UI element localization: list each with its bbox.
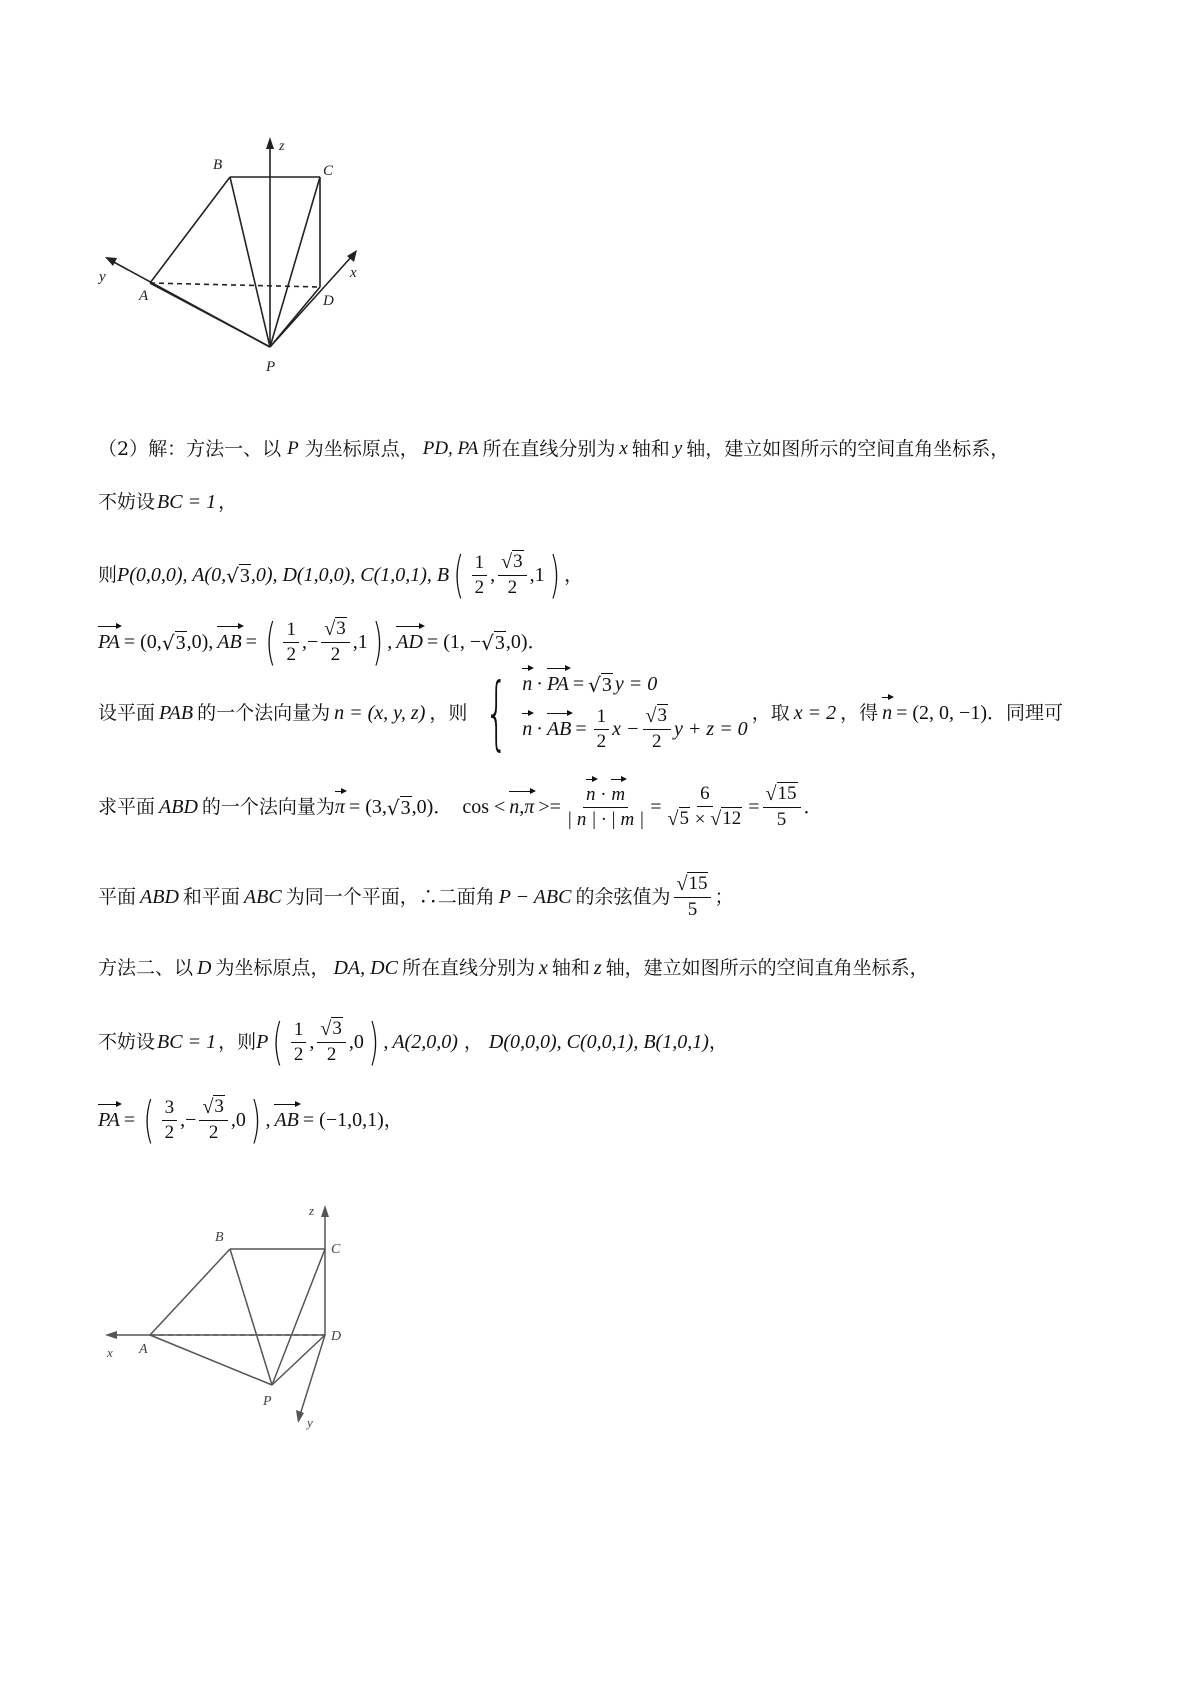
math: ,0), D(1,0,0), C(1,0,1), B: [250, 564, 450, 586]
text-line-7: 平面 ABD 和平面 ABC 为同一个平面，∴二面角 P − ABC 的余弦值为 √ 15 5 ；: [98, 873, 734, 920]
text-line-5: 设平面 PAB 的一个法向量为 n = (x, y, z) ，则 { n · PA = √ 3 y = 0 n · AB = $\frac{1}{2}$ x − √ 3 2 y + z = 0 ，取 x = 2 ，得 n = (2, 0, −1) ．同理可: [98, 666, 1063, 759]
sqrt: √ 3: [226, 563, 250, 588]
text: 为坐标原点，: [215, 957, 330, 979]
text: ，得: [840, 702, 879, 724]
math: x: [619, 438, 628, 459]
math: P(0,0,0), A(0,: [117, 564, 227, 586]
label-D: D: [323, 293, 334, 309]
math: P: [287, 438, 299, 459]
text: 平面: [98, 886, 137, 908]
label-A: A: [139, 1342, 148, 1357]
figure-coordinate-system-1: [95, 125, 395, 385]
math: n = (x, y, z): [334, 702, 426, 724]
label-C: C: [323, 163, 334, 179]
text-line-6: 求平面 ABD 的一个法向量为 π = (3, √ 3 ,0) ． cos < n,π >= $\frac{n \cdot m}{| n | \cdot | m |}$ = 6 √ 5 × √ 12 = √ 15 5 ．: [98, 783, 823, 830]
text: 设平面: [98, 702, 156, 724]
text: 为坐标原点，: [304, 438, 419, 460]
text: 轴，建立如图所示的空间直角坐标系，: [686, 438, 1010, 460]
text: 轴，建立如图所示的空间直角坐标系，: [605, 957, 929, 979]
text: 轴和: [631, 438, 670, 460]
text: 所在直线分别为: [482, 438, 616, 460]
figure-coordinate-system-2: [95, 1195, 365, 1435]
label-C: C: [331, 1242, 341, 1257]
label-P: P: [263, 1394, 272, 1409]
math: = (0,: [123, 631, 162, 653]
label-P: P: [266, 359, 276, 375]
text: 不妨设: [98, 1031, 156, 1053]
text-line-1: [98, 437, 1009, 461]
text-line-10: PA = ( $\frac{3}{2}$ , − √ 3 2 ,0 ) , AB = (−1,0,1) ，: [98, 1091, 403, 1149]
text: ，: [218, 491, 238, 513]
text: 的一个法向量为: [197, 702, 331, 724]
math: = (1, −: [426, 631, 482, 653]
axis-label-y: y: [99, 269, 106, 285]
math: ,0),: [186, 631, 214, 653]
text: 的一个法向量为: [201, 796, 335, 818]
text: 所在直线分别为: [401, 957, 535, 979]
text: ，则: [218, 1031, 257, 1053]
vector-AB: AB: [217, 631, 242, 653]
vector-PA: PA: [98, 631, 120, 653]
equation-system: { n · PA = √ 3 y = 0 n · AB = $\frac{1}{2}$ x − √ 3 2 y + z = 0: [485, 666, 748, 759]
text-line-9: 不妨设 BC = 1 ，则 P ( $\frac{1}{2}$ , √ 3 2 ,0 ) , A(2,0,0) ， D(0,0,0), C(0,0,1), B(1,0,1) ，: [98, 1013, 728, 1071]
text: ，取: [751, 702, 790, 724]
axis-label-z: z: [309, 1203, 315, 1218]
label-B: B: [215, 1230, 224, 1245]
text: 则: [98, 564, 118, 586]
axis-label-x: x: [107, 1345, 113, 1360]
axis-label-x: x: [350, 265, 357, 281]
text: ，则: [429, 702, 468, 724]
paren-group: ( $\frac{1}{2}$ , √ 3 2 ,1 ): [453, 546, 560, 604]
text-line-4: PA = (0, √ 3 ,0), AB = ( $\frac{1}{2}$ , − √ 3 2 ,1 ) , AD = (1, − √ 3 ,0) ．: [98, 613, 547, 671]
label-D: D: [331, 1329, 342, 1344]
math: PD, PA: [422, 438, 479, 459]
label-B: B: [213, 157, 223, 173]
math: PAB: [159, 702, 194, 724]
math: y: [673, 438, 683, 459]
text: ．同理可: [986, 702, 1063, 724]
axis-label-z: z: [279, 139, 285, 154]
vector-AD: AD: [396, 631, 423, 653]
text: ，: [564, 564, 584, 586]
text-line-2: [98, 490, 237, 514]
label-A: A: [139, 288, 149, 304]
text-line-3: [98, 545, 583, 605]
text: 轴和: [551, 957, 590, 979]
axis-label-y: y: [307, 1415, 313, 1430]
text: 的余弦值为: [575, 886, 671, 908]
text: 求平面: [98, 796, 156, 818]
math: BC = 1: [157, 491, 217, 513]
text: 和平面: [182, 886, 240, 908]
text: 方法二、以: [98, 957, 194, 979]
text: 不妨设: [98, 491, 156, 513]
text: （2）解：方法一、以: [98, 438, 282, 460]
math: ,0): [505, 631, 528, 653]
text-line-8: 方法二、以 D 为坐标原点， DA, DC 所在直线分别为 x 轴和 z 轴，建立如图所示的空间直角坐标系，: [98, 957, 929, 979]
text: 为同一个平面，∴二面角: [285, 886, 495, 908]
